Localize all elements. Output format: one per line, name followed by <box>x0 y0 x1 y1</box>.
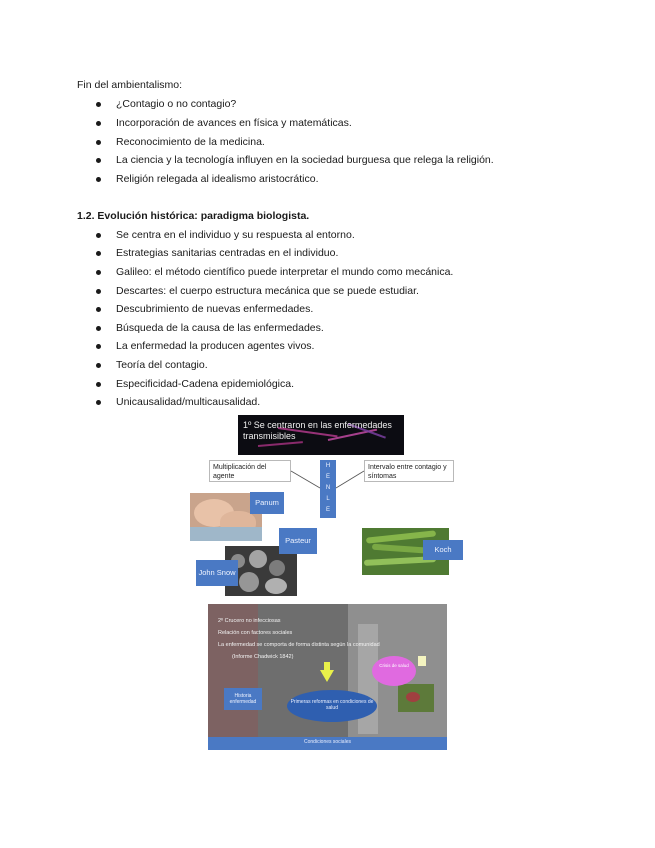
banner-text: 1º Se centraron en las enfermedades transmisibles <box>243 420 392 441</box>
slide-line-3: La enfermedad se comporta de forma distinta según la comunidad <box>218 642 380 648</box>
label-pasteur: Pasteur <box>279 528 317 554</box>
small-green-photo <box>398 684 434 712</box>
crisis-cloud: Crisis de salud <box>372 656 416 686</box>
arrow-down-icon <box>320 670 334 682</box>
label-koch: Koch <box>423 540 463 560</box>
slide-line-2: Relación con factores sociales <box>218 630 293 636</box>
section2-heading: 1.2. Evolución histórica: paradigma biologista. <box>77 210 310 222</box>
small-icon <box>418 656 426 666</box>
box-intervalo: Intervalo entre contagio y síntomas <box>364 460 454 482</box>
box-multiplicacion: Multiplicación del agente <box>209 460 291 482</box>
label-john-snow: John Snow <box>196 560 238 586</box>
vertical-letter-bar: H E N L E <box>320 460 336 518</box>
label-panum: Panum <box>250 492 284 514</box>
reformas-cloud: Primeras reformas en condiciones de salud <box>287 690 377 722</box>
slide-footer-bar: Condiciones sociales <box>208 737 447 750</box>
section1-heading: Fin del ambientalismo: <box>77 79 183 91</box>
slide-line-4: (Informe Chadwick 1842) <box>232 654 294 660</box>
arrow-down-stem <box>324 662 330 671</box>
slide-line-1: 2º Crucero no infecciosas <box>218 618 281 624</box>
historia-enfermedad-box: Historia enfermedad <box>224 688 262 710</box>
